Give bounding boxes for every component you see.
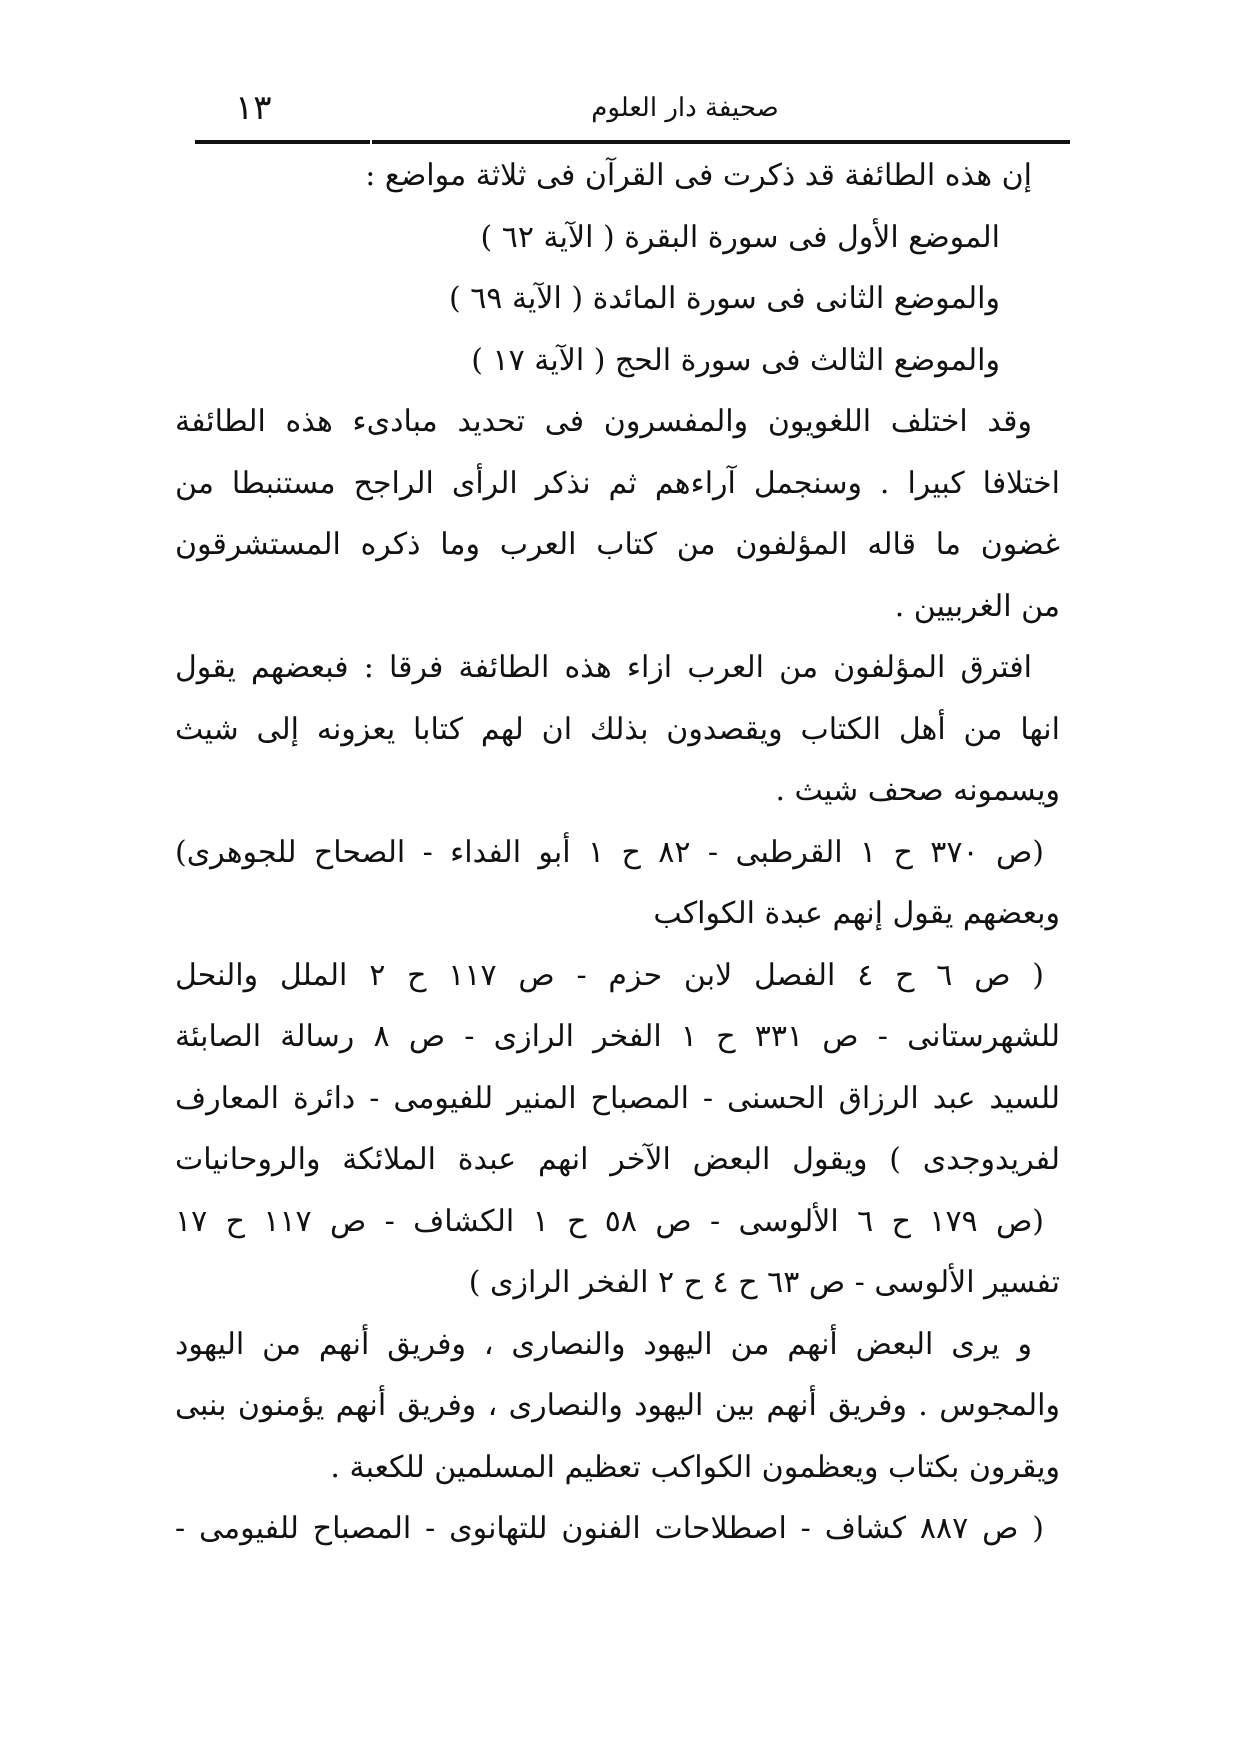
- text-line: ويسمونه صحف شيث .: [775, 773, 1060, 808]
- text-line: الموضع الأول فى سورة البقرة ( الآية ٦٢ ): [480, 219, 1000, 255]
- reference-line: للسيد عبد الرزاق الحسنى - المصباح المنير للفيومى - دائرة المعارف: [175, 1080, 1060, 1116]
- text-line: وقد اختلف اللغويون والمفسرون فى تحديد مبادىء هذه الطائفة: [175, 404, 1032, 439]
- text-line: والمجوس . وفريق أنهم بين اليهود والنصارى ، وفريق أنهم يؤمنون بنبى: [175, 1388, 1060, 1423]
- reference-line: ( ص ٨٨٧ كشاف - اصطلاحات الفنون للتهانوى - المصباح للفيومى -: [175, 1511, 1044, 1546]
- text-line: اختلافا كبيرا . وسنجمل آراءهم ثم نذكر الرأى الراجح مستنبطا من: [175, 465, 1060, 501]
- header-rule-left: [195, 140, 370, 144]
- text-line: ويقرون بكتاب ويعظمون الكواكب تعظيم المسلمين للكعبة .: [330, 1449, 1060, 1485]
- header-rule-right: [372, 140, 1070, 144]
- reference-line: تفسير الألوسى - ص ٦٣ ح ٤ ح ٢ الفخر الرازى ): [468, 1265, 1060, 1300]
- reference-line: (ص ٣٧٠ ح ١ القرطبى - ٨٢ ح ١ أبو الفداء - الصحاح للجوهرى): [175, 834, 1045, 870]
- text-line: وبعضهم يقول إنهم عبدة الكواكب: [653, 896, 1060, 931]
- page-number: ١٣: [235, 88, 272, 128]
- text-line: إن هذه الطائفة قد ذكرت فى القرآن فى ثلاثة مواضع :: [365, 158, 1032, 193]
- reference-line: (ص ١٧٩ ح ٦ الألوسى - ص ٥٨ ح ١ الكشاف - ص ١١٧ ح ١٧: [175, 1203, 1045, 1239]
- text-line: والموضع الثالث فى سورة الحج ( الآية ١٧ ): [471, 342, 1000, 378]
- page-header: [195, 82, 1070, 134]
- text-line: من الغربيين .: [894, 588, 1060, 624]
- text-line: افترق المؤلفون من العرب ازاء هذه الطائفة فرقا : فبعضهم يقول: [175, 650, 1033, 685]
- reference-line: للشهرستانى - ص ٣٣١ ح ١ الفخر الرازى - ص ٨ رسالة الصابئة: [175, 1019, 1060, 1054]
- text-line: و يرى البعض أنهم من اليهود والنصارى ، وفريق أنهم من اليهود: [175, 1326, 1032, 1362]
- reference-line: ( ص ٦ ح ٤ الفصل لابن حزم - ص ١١٧ ح ٢ الملل والنحل: [175, 957, 1044, 993]
- text-line: غضون ما قاله المؤلفون من كتاب العرب وما ذكره المستشرقون: [175, 527, 1060, 562]
- body-text: [175, 152, 1060, 1567]
- text-line: انها من أهل الكتاب ويقصدون بذلك ان لهم كتابا يعزونه إلى شيث: [175, 711, 1060, 747]
- text-line: لفريدوجدى ) ويقول البعض الآخر انهم عبدة الملائكة والروحانيات: [175, 1142, 1060, 1177]
- text-line: والموضع الثانى فى سورة المائدة ( الآية ٦٩ ): [448, 281, 1000, 316]
- running-title: صحيفة دار العلوم: [591, 93, 779, 123]
